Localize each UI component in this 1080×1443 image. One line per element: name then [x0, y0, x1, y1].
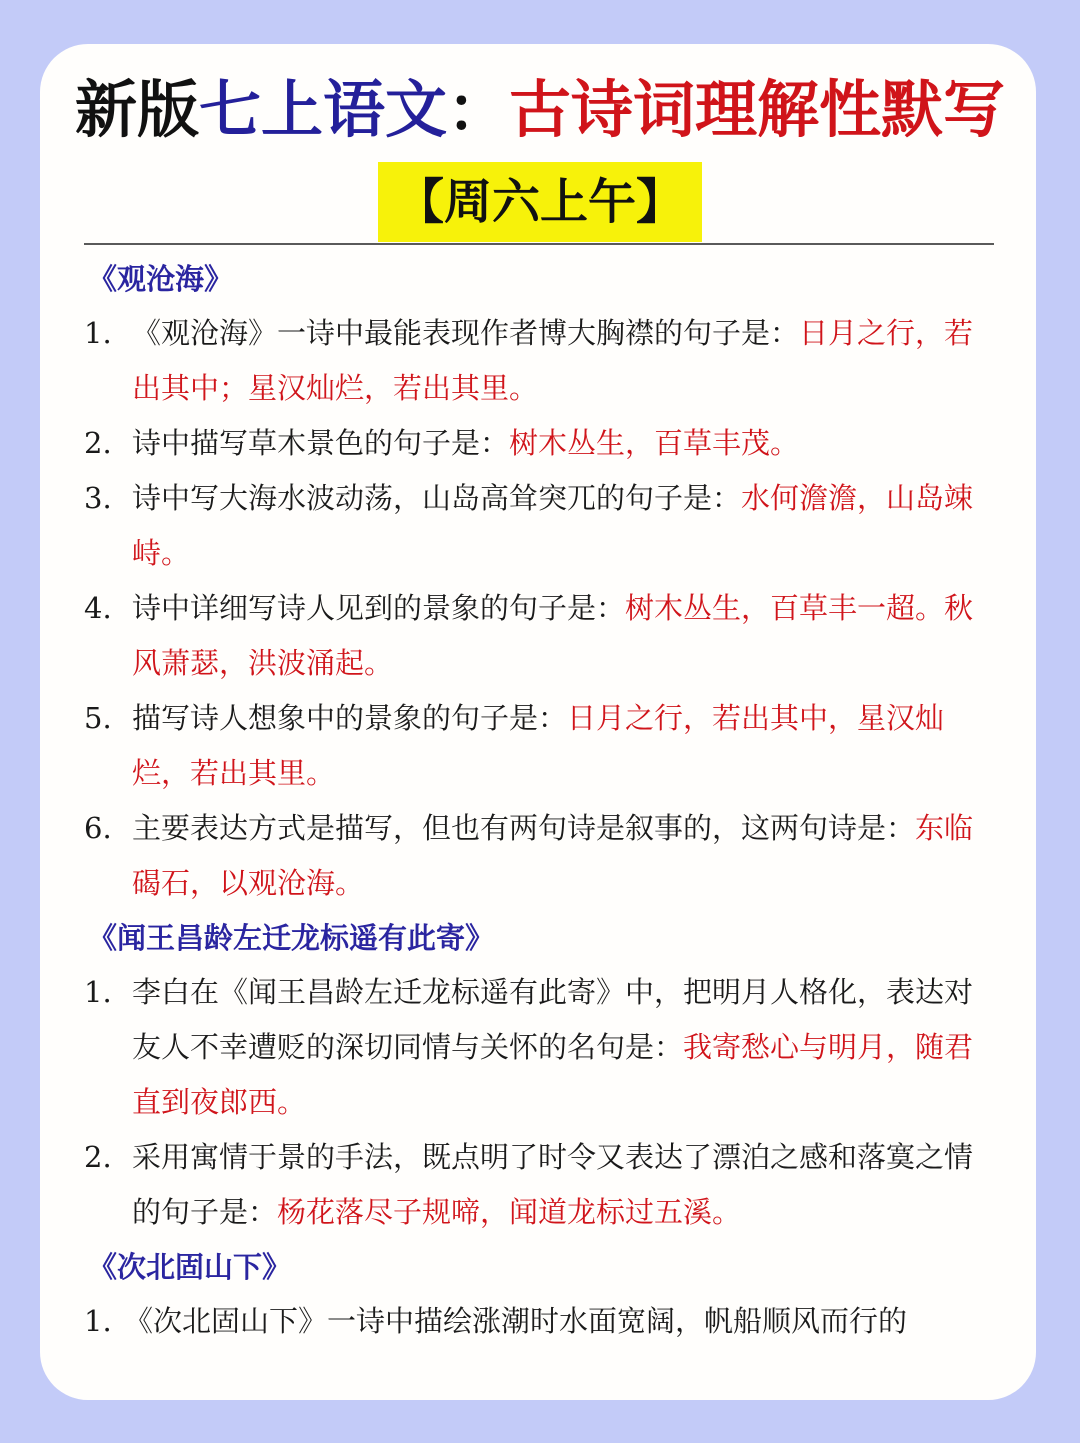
- list-item: [84, 416, 994, 471]
- page-title: [0, 70, 1080, 150]
- item-number: 1.: [84, 975, 112, 1009]
- question-text: 李白在《闻王昌龄左迁龙标遥有此寄》中，把明月人格化，表达对友人不幸遭贬的深切同情与关怀的名句是：: [132, 975, 974, 1064]
- question-text: 诗中写大海水波动荡，山岛高耸突兀的句子是：: [132, 481, 742, 515]
- item-text: [124, 1294, 994, 1349]
- item-number: 1.: [84, 316, 112, 350]
- list-item: [84, 801, 994, 911]
- item-text: [132, 306, 994, 416]
- item-number: 5.: [84, 701, 112, 735]
- question-text: 《次北固山下》一诗中描绘涨潮时水面宽阔，帆船顺风而行的: [124, 1304, 908, 1338]
- question-text: 诗中详细写诗人见到的景象的句子是：: [132, 591, 626, 625]
- list-item: [84, 471, 994, 581]
- list-item: [84, 581, 994, 691]
- section-title: 《次北固山下》: [88, 1250, 292, 1284]
- content: [84, 252, 994, 1349]
- question-text: 描写诗人想象中的景象的句子是：: [132, 701, 568, 735]
- item-text: [132, 965, 994, 1130]
- title-part-4: 古诗词理解性默写: [509, 73, 1006, 146]
- title-part-1: 新版: [74, 73, 199, 146]
- item-text: [132, 1130, 994, 1240]
- list-item: [84, 1130, 994, 1240]
- question-text: 诗中描写草木景色的句子是：: [132, 426, 510, 460]
- item-text: [132, 471, 994, 581]
- answer-text: 日月之行，若出其中；星汉灿烂，若出其里。: [132, 316, 974, 405]
- question-text: 采用寓情于景的手法，既点明了时令又表达了漂泊之感和落寞之情的句子是：: [132, 1140, 974, 1229]
- answer-text: 日月之行，若出其中，星汉灿烂，若出其里。: [132, 701, 945, 790]
- list-item: [84, 1294, 994, 1349]
- subtitle: 【周六上午】: [395, 174, 684, 230]
- item-text: [132, 691, 994, 801]
- item-number: 2.: [84, 1140, 112, 1174]
- answer-text: 我寄愁心与明月，随君直到夜郎西。: [132, 1030, 974, 1119]
- item-number: 6.: [84, 811, 112, 845]
- list-item: [84, 691, 994, 801]
- question-text: 《观沧海》一诗中最能表现作者博大胸襟的句子是：: [132, 316, 800, 350]
- item-text: [132, 416, 994, 471]
- question-text: 主要表达方式是描写，但也有两句诗是叙事的，这两句诗是：: [132, 811, 916, 845]
- divider: [84, 243, 994, 245]
- section-title: 《闻王昌龄左迁龙标遥有此寄》: [88, 921, 495, 955]
- item-text: [132, 801, 994, 911]
- answer-text: 杨花落尽子规啼，闻道龙标过五溪。: [277, 1195, 742, 1229]
- answer-text: 水何澹澹，山岛竦峙。: [132, 481, 974, 570]
- item-number: 4.: [84, 591, 112, 625]
- item-number: 1.: [84, 1304, 112, 1338]
- item-text: [132, 581, 994, 691]
- title-part-2: 七上语文: [198, 73, 447, 146]
- list-item: [84, 965, 994, 1130]
- answer-text: 树木丛生，百草丰一超。秋风萧瑟，洪波涌起。: [132, 591, 974, 680]
- item-number: 3.: [84, 481, 112, 515]
- subtitle-highlight: [378, 162, 702, 242]
- list-item: [84, 306, 994, 416]
- item-number: 2.: [84, 426, 112, 460]
- answer-text: 东临碣石，以观沧海。: [132, 811, 974, 900]
- title-colon: ：: [447, 73, 510, 146]
- answer-text: 树木丛生，百草丰茂。: [509, 426, 800, 460]
- section-title: 《观沧海》: [88, 262, 234, 296]
